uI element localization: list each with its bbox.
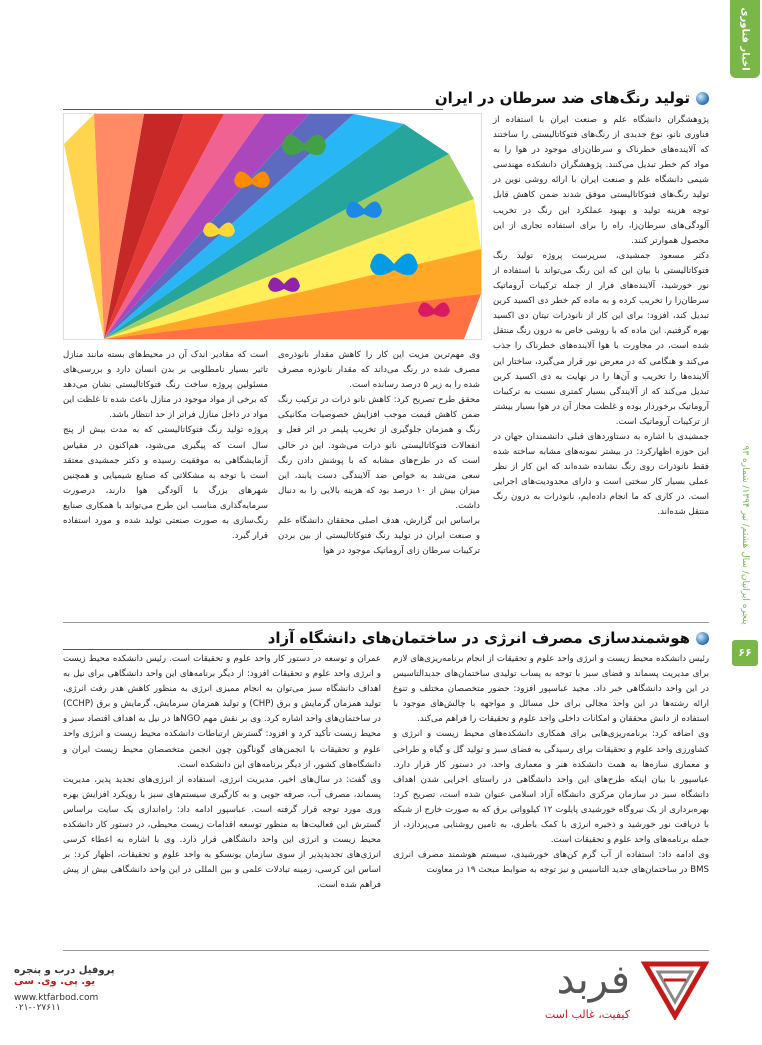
article2-paragraph: عمران و توسعه در دستور کار واحد علوم و تحقیقات است. رئیس دانشکده محیط زیست و انرژی واحد علوم و تحقیقات افزود: از دیگر برنامه‌های این واحد دانشگاهی برای نیل به اهداف دانشگاه سبز می‌توان به انجام ممیزی انرژی به منظور کاهش هدر رفت انرژی، تولید همزمان گرمایش و برق (CHP) و تولید همزمان سرمایش، گرمایش و برق (CCHP) در ساختمان‌های واحد اشاره کرد. وی بر نقش مهم NGOها در نیل به اهداف اقتصاد سبز و محیط زیست تأکید کرد و افزود: گسترش ارتباطات دانشکده محیط زیست و انرژی واحد علوم و تحقیقات با انجمن‌های گوناگون چون انجمن متخصصان محیط زیست ایران و دانشگاه‌های کشور، از دیگر برنامه‌های این دانشکده است. [63, 654, 382, 770]
brand-tagline: کیفیت، غالب است [544, 1008, 630, 1021]
title-rule [63, 109, 443, 110]
issue-info-label: پنجره ایرانیان/ سال هشتم/ تیر ۱۳۹۴/ شماره ۹۳ [740, 445, 750, 625]
section-tab-label: اخبار فناوری [739, 7, 751, 71]
ad-product-sub: یو. پی. وی. سی [14, 976, 96, 987]
article1-column-left [63, 348, 268, 544]
article2-title-bar [267, 626, 709, 650]
article2-paragraph: رئیس دانشکده محیط زیست و انرژی واحد علوم و تحقیقات از انجام برنامه‌ریزی‌های لازم برای مدیریت پسماند و فضای سبز با توجه به پساب تولیدی ساختمان‌های جدیدالتاسیس در این واحد دانشگاهی خبر داد. مجید عباسپور افزود: حضور متخصصان مختلف و تنوع ارائه رشته‌ها در این واحد مجالی برای حل مسائل و مواجهه با چالش‌های موجود با استفاده از دانش محققان و امکانات داخلی واحد علوم و تحقیقات را فراهم می‌کند. [393, 654, 709, 725]
article2-column-right [393, 652, 709, 878]
article1-paragraph: براساس این گزارش، هدف اصلی محققان دانشگاه علم و صنعت ایران در تولید رنگ فتوکاتالیستی از بین بردن ترکیبات سرطان زای آروماتیک موجود در هوا [278, 516, 480, 557]
article1-column-middle [278, 348, 480, 559]
article1-paragraph: پروژه تولید رنگ فتوکاتالیستی که به مدت بیش از پنج سال است که پیگیری می‌شود، هم‌اکنون در مقیاس آزمایشگاهی به موفقیت رسیده و دکتر جمشیدی معتقد است با توجه به مشکلاتی که صنایع شیمیایی و همچنین شهرهای بزرگ با آلودگی هوا دارند، درصورت سرمایه‌گذاری مناسب این طرح می‌تواند با همکاری صنایع رنگ‌سازی به صورت صنعتی تولید شده و مورد استفاده قرار گیرد. [63, 425, 268, 542]
paint-swatch-image [63, 113, 482, 340]
footer-divider [63, 950, 709, 951]
brand-name: فربد [556, 957, 630, 1003]
article1-title-bar [434, 86, 709, 110]
article1-paragraph: وی مهم‌ترین مزیت این کار را کاهش مقدار نانوذره‌ی مصرف شده در رنگ می‌داند که مقدار نانوذره مصرف شده را به زیر ۵ درصد رسانده است. [278, 350, 480, 391]
ad-contact-block [14, 965, 124, 1013]
article1-column-right [493, 113, 709, 521]
article2-title: هوشمندسازی مصرف انرژی در ساختمان‌های دانشگاه آزاد [267, 629, 690, 647]
ad-website: www.ktfarbod.com [14, 993, 99, 1003]
article2-paragraph: وی اضافه کرد: برنامه‌ریزی‌هایی برای همکاری دانشکده‌های محیط زیست و انرژی و کشاورزی واحد علوم و تحقیقات برای رسیدگی به فضای سبز و تولید گل و گیاه و طراحی و معماری سازه‌ها به همت دانشکده هنر و معماری واحد، در دستور کار قرار دارد. عباسپور با بیان اینکه طرح‌های این واحد دانشگاهی در راستای اجرایی شدن اهداف دانشگاه سبز در سازمان مرکزی دانشگاه آزاد اسلامی عنوان شده است، تصریح کرد: بهره‌برداری از یک نیروگاه خورشیدی پایلوت ۱۲ کیلوواتی برق که به صورت خارج از شبکه با دریافت نور خورشید و ذخیره انرژی با کمک باطری، به تامین روشنایی می‌پردازد، از جمله برنامه‌های واحد علوم و تحقیقات است. [393, 729, 709, 846]
article1-paragraph: محقق طرح تصریح کرد: کاهش نانو ذرات در ترکیب رنگ ضمن کاهش قیمت موجب افزایش خصوصیات مکانیکی رنگ و همزمان جلوگیری از تخریب پلیمر در اثر فعل و انفعالات فتوکاتالیستی نانو ذرات می‌شود. این در حالی است که در طرح‌های مشابه که با پوشش دادن رنگ سعی می‌شد به خواص ضد آلایندگی دست یابند، این میزان بیش از ۱۰ درصد بود که هزینه بالایی را به دنبال داشت. [278, 395, 481, 511]
ad-phone: ۰۲۱-۰۲۷۶۱۱ [14, 1003, 61, 1013]
article2-column-left [63, 652, 381, 894]
brand-block [455, 957, 630, 1030]
globe-bullet-icon [696, 92, 709, 105]
article-divider [63, 622, 709, 623]
brand-logo-icon [640, 958, 710, 1020]
article1-paragraph: است که مقادیر اندک آن در محیط‌های بسته مانند منازل تاثیر بسیار نامطلوبی بر بدن انسان دارد و بررسی‌های مسئولین پروژه ساخت رنگ فتوکاتالیستی نشان می‌دهد که برخی از مواد موجود در منازل باعث شده تا غلظت این مواد در داخل منازل فراتر از حد انتظار باشد. [63, 350, 268, 421]
page-number: ۶۶ [732, 640, 758, 666]
article1-paragraph: جمشیدی با اشاره به دستاوردهای قبلی دانشمندان جهان در این حوزه اظهارکرد: در بیشتر نمونه‌های مشابه ساخته شده فقط نانوذرات روی رنگ نشانده شده‌اند که این کار از نظر عملی بسیار کار سختی است و دارای محدودیت‌های اجرایی است. در کاری که ما انجام داده‌ایم، نانوذرات به درون رنگ منتقل شده‌اند. [493, 431, 709, 518]
side-strip [728, 0, 762, 1045]
article2-paragraph: وی گفت: در سال‌های اخیر، مدیریت انرژی، استفاده از انرژی‌های تجدید پذیر، مدیریت پسماند، مصرف آب، صرفه جویی و به کارگیری سیستم‌های سبز با رویکرد افزایش بهره وری مورد توجه قرار گرفته است. عباسپور ادامه داد: راه‌اندازی یک سایت براساس گسترش این فعالیت‌ها به منظور توسعه اقدامات زیست محیطی، در دستور کار دانشکده محیط زیست و انرژی این واحد دانشگاهی قرار دارد. وی با اشاره به اعطاء کرسی انرژی‌های تجدیدپذیر از سوی سازمان یونسکو به واحد علوم و تحقیقات، اظهار کرد: بر اساس این کرسی، زمینه تبادلات علمی و بین المللی در این واحد دانشگاهی بیش از پیش فراهم شده است. [63, 774, 381, 891]
article1-paragraph: پژوهشگران دانشگاه علم و صنعت ایران با استفاده از فناوری نانو، نوع جدیدی از رنگ‌های فتوکاتالیستی را ساختند که آلاینده‌های خطرناک و سرطان‌زای موجود در هوا را به مواد کم خطر تبدیل می‌کنند. پژوهشگران دانشکده مهندسی شیمی دانشگاه علم و صنعت ایران با ارائه روشی نوین در تولید رنگ‌های فتوکاتالیستی موفق شدند ضمن کاهش قابل توجه هزینه تولید و بهبود عملکرد این رنگ در تخریب آلودگی‌های سرطان‌زا، راه را برای استفاده تجاری از این محصول هموارتر کنند. [493, 115, 709, 246]
article1-paragraph: دکتر مسعود جمشیدی، سرپرست پروژه تولید رنگ فتوکاتالیستی با بیان این که این رنگ می‌تواند با استفاده از نور خورشید، آلاینده‌های فرار از جمله ترکیبات آروماتیک سرطان‌زا را تخریب کرده و به ماده کم خطر دی اکسید کربن تبدیل کند، افزود: برای این کار از نانوذرات تیتان دی اکسید بهره گرفتیم. این ماده که با روشی خاص به درون رنگ منتقل شده است، در مجاورت با هوا آلاینده‌های خطرناک را جذب می‌کند و هنگامی که در معرض نور قرار می‌گیرد، ساختار این آلاینده‌ها را تخریب و آن‌ها را در نهایت به دی اکسید کربن تبدیل می‌کند که از آلایندگی بسیار کمتری نسبت به ترکیبات آروماتیک برخوردار بوده و غلظت مجاز آن در هوا بسیار بیشتر از ترکیبات آروماتیک است. [493, 250, 709, 427]
article2-paragraph: وی ادامه داد: استفاده از آب گرم کن‌های خورشیدی، سیستم هوشمند مصرف انرژی BMS در ساختمان‌های جدید التاسیس و نیز توجه به ضوابط مبحث ۱۹ در معاونت [393, 850, 709, 876]
title-rule [63, 649, 313, 650]
issue-info [734, 430, 756, 640]
swatch-fan [64, 114, 481, 339]
article1-title: تولید رنگ‌های ضد سرطان در ایران [434, 89, 690, 107]
paint-fan-illustration [64, 114, 481, 339]
section-tab [730, 0, 760, 78]
globe-bullet-icon [696, 632, 709, 645]
ad-product-line: پروفیل درب و پنجره [14, 965, 115, 976]
